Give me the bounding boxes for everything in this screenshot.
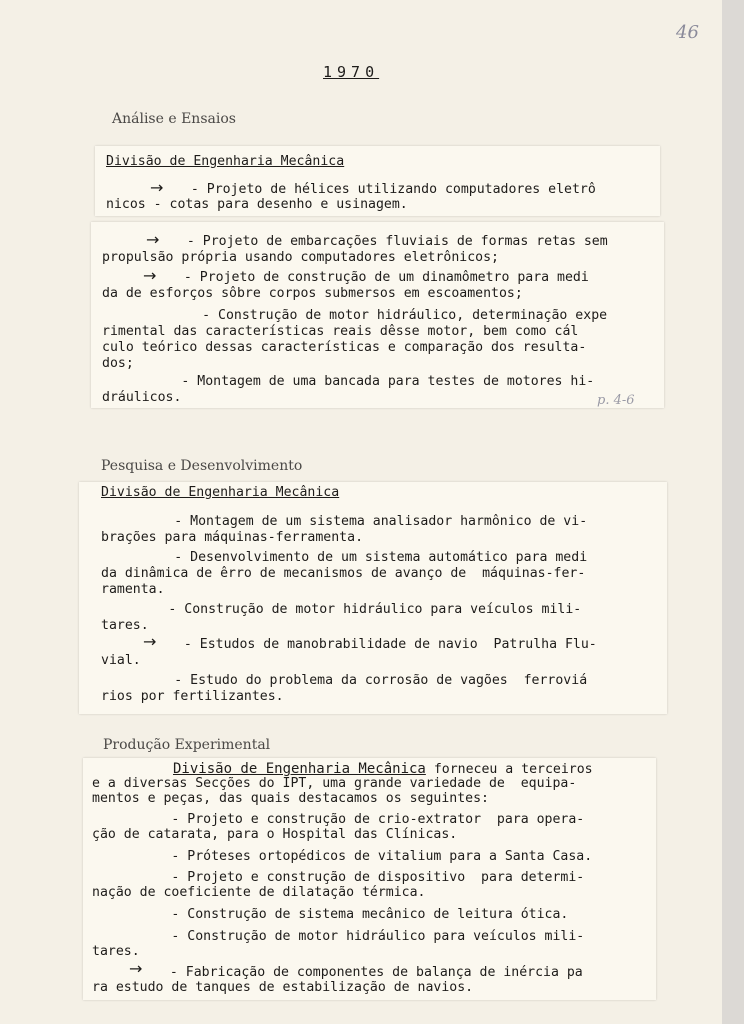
text-line: - Construção de motor hidráulico, determinação expe xyxy=(91,308,608,323)
text-line: mentos e peças, das quais destacamos os seguintes: xyxy=(92,791,489,806)
pasted-strip-3 xyxy=(79,482,667,714)
text-line: vial. xyxy=(101,653,141,668)
text-line: propulsão própria usando computadores eletrônicos; xyxy=(102,250,499,265)
text-line: - Estudo do problema da corrosão de vagões ferroviá xyxy=(79,673,588,688)
arrow-icon: → xyxy=(143,266,157,285)
text-line: da de esforços sôbre corpos submersos em escoamentos; xyxy=(102,286,523,301)
text-line: ramenta. xyxy=(101,582,165,597)
section-title-producao: Produção Experimental xyxy=(103,737,271,753)
pasted-strip-1 xyxy=(95,146,660,216)
division-heading: Divisão de Engenharia Mecânica xyxy=(173,761,426,777)
text-line: ção de catarata, para o Hospital das Clínicas. xyxy=(92,827,458,842)
text-line: tares. xyxy=(101,618,149,633)
text-line: - Projeto de embarcações fluviais de formas retas sem xyxy=(171,234,608,249)
text-line: - Projeto e construção de crio-extrator para opera- xyxy=(92,812,585,827)
division-heading: Divisão de Engenharia Mecânica xyxy=(106,154,345,169)
text-line: - Montagem de um sistema analisador harmônico de vi- xyxy=(79,514,588,529)
text-line: nicos - cotas para desenho e usinagem. xyxy=(106,197,408,212)
scan-background xyxy=(722,0,744,1024)
text-line: brações para máquinas-ferramenta. xyxy=(101,530,364,545)
pasted-strip-4 xyxy=(83,758,656,1000)
arrow-icon: → xyxy=(146,230,160,249)
arrow-icon: → xyxy=(143,632,157,651)
text-line: rimental das características reais dêsse motor, bem como cál xyxy=(102,324,579,339)
text-line: - Fabricação de componentes de balança de inércia pa xyxy=(154,965,583,980)
intro-tail: forneceu a terceiros xyxy=(425,762,593,777)
text-line: e a diversas Secções do IPT, uma grande variedade de equipa- xyxy=(92,776,577,791)
text-line: culo teórico dessas características e comparação dos resulta- xyxy=(102,340,587,355)
text-line: - Projeto de hélices utilizando computadores eletrô xyxy=(175,182,596,197)
text-line: rios por fertilizantes. xyxy=(101,689,284,704)
text-line: tares. xyxy=(92,944,140,959)
text-line: da dinâmica de êrro de mecanismos de avanço de máquinas-fer- xyxy=(101,566,586,581)
text-line: - Estudos de manobrabilidade de navio Patrulha Flu- xyxy=(168,637,597,652)
arrow-icon: → xyxy=(129,959,143,978)
text-line: - Projeto de construção de um dinamômetro para medi xyxy=(168,270,589,285)
section-title-analise: Análise e Ensaios xyxy=(112,111,236,127)
text-line: - Próteses ortopédicos de vitalium para a Santa Casa. xyxy=(92,849,593,864)
text-line: - Desenvolvimento de um sistema automático para medi xyxy=(79,550,588,565)
text-line: - Montagem de uma bancada para testes de motores hi- xyxy=(102,374,595,389)
handwritten-note: p. 4-6 xyxy=(597,393,635,408)
text-line: ra estudo de tanques de estabilização de navios. xyxy=(92,980,474,995)
text-line: nação de coeficiente de dilatação térmica. xyxy=(92,885,426,900)
page-number: 46 xyxy=(676,22,699,43)
text-line: - Construção de motor hidráulico para veículos mili- xyxy=(89,602,582,617)
text-line: dos; xyxy=(102,356,134,371)
text-line: - Projeto e construção de dispositivo para determi- xyxy=(92,870,585,885)
text-line: dráulicos. xyxy=(102,390,182,405)
year-heading: 1970 xyxy=(323,63,380,81)
arrow-icon: → xyxy=(150,178,164,197)
text-line: - Construção de motor hidráulico para veículos mili- xyxy=(92,929,585,944)
division-heading: Divisão de Engenharia Mecânica xyxy=(101,485,340,500)
section-title-pesquisa: Pesquisa e Desenvolvimento xyxy=(101,458,303,474)
text-line: - Construção de sistema mecânico de leitura ótica. xyxy=(92,907,569,922)
pasted-strip-2 xyxy=(91,222,664,408)
